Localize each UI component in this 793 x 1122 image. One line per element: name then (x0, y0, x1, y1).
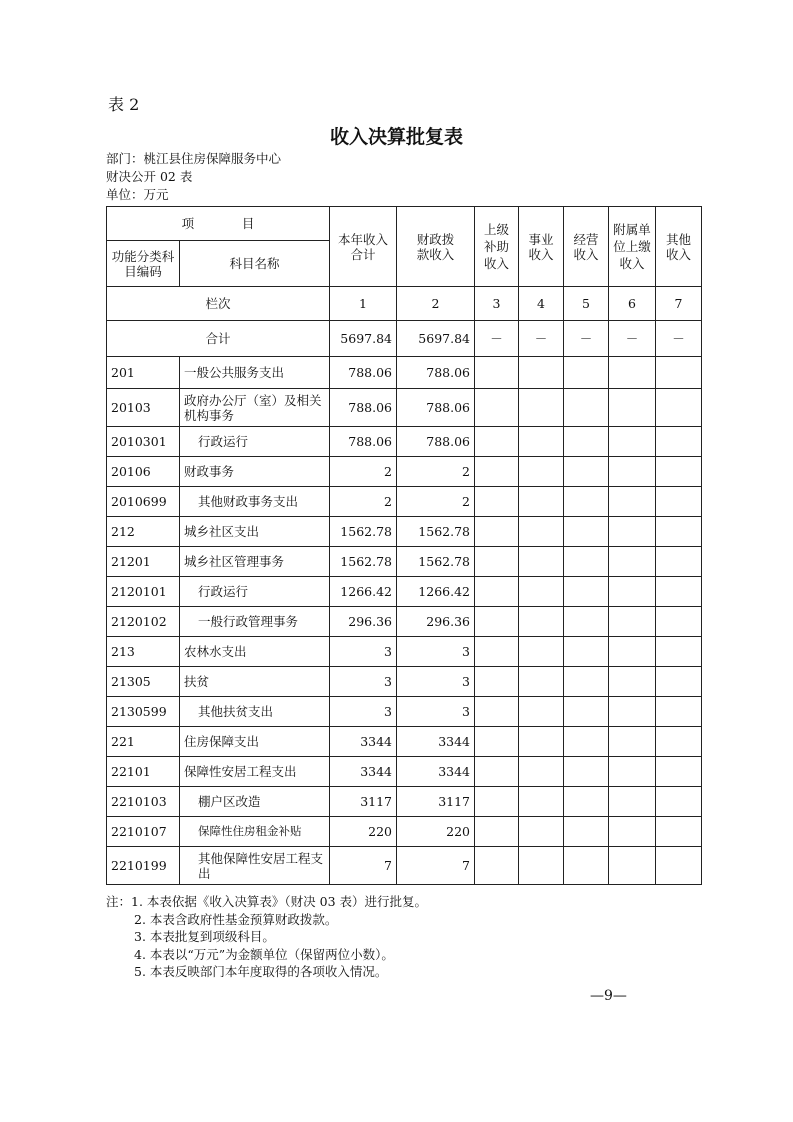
column-index-label: 栏次 (107, 287, 330, 321)
row-col2: 2 (397, 457, 475, 487)
row-col1: 2 (330, 457, 397, 487)
row-col2: 3 (397, 637, 475, 667)
total-col5: － (564, 321, 609, 357)
row-code: 2210107 (107, 817, 180, 847)
document-title: 收入决算批复表 (329, 126, 463, 148)
note-1: 注：1. 本表依据《收入决算表》（财决 03 表）进行批复。 (106, 894, 428, 909)
department-line: 部门：桃江县住房保障服务中心 (106, 151, 282, 166)
table-row (107, 697, 702, 727)
table-row (107, 577, 702, 607)
row-name: 扶贫 (180, 667, 330, 697)
row-col1: 220 (330, 817, 397, 847)
table-row (107, 357, 702, 389)
table-tag: 表 2 (108, 95, 140, 114)
header-code: 功能分类科目编码 (107, 241, 180, 287)
row-col2: 3 (397, 697, 475, 727)
table-row (107, 427, 702, 457)
row-col2: 788.06 (397, 427, 475, 457)
total-col3: － (475, 321, 519, 357)
column-index-1: 1 (330, 287, 397, 321)
row-name: 其他扶贫支出 (180, 697, 330, 727)
row-col1: 3 (330, 697, 397, 727)
table-row (107, 607, 702, 637)
note-5: 5. 本表反映部门本年度取得的各项收入情况。 (134, 964, 388, 979)
row-name: 行政运行 (180, 577, 330, 607)
row-col1: 3 (330, 667, 397, 697)
row-col1: 1562.78 (330, 547, 397, 577)
column-index-3: 3 (475, 287, 519, 321)
table-row (107, 727, 702, 757)
table-row (107, 787, 702, 817)
row-code: 2130599 (107, 697, 180, 727)
table-row (107, 637, 702, 667)
row-code: 2010699 (107, 487, 180, 517)
table-row (107, 457, 702, 487)
header-col5: 经营收入 (564, 207, 609, 287)
table-row (107, 487, 702, 517)
table-notes (106, 893, 427, 981)
row-name: 保障性安居工程支出 (180, 757, 330, 787)
table-row (107, 817, 702, 847)
row-code: 2210199 (107, 847, 180, 885)
row-code: 22101 (107, 757, 180, 787)
column-index-4: 4 (519, 287, 564, 321)
page-number: —9— (590, 988, 627, 1004)
row-col1: 788.06 (330, 357, 397, 389)
table-row (107, 517, 702, 547)
row-col1: 788.06 (330, 389, 397, 427)
row-code: 212 (107, 517, 180, 547)
row-col2: 3117 (397, 787, 475, 817)
header-name: 科目名称 (180, 241, 330, 287)
row-name: 城乡社区支出 (180, 517, 330, 547)
total-col6: － (609, 321, 656, 357)
row-code: 213 (107, 637, 180, 667)
row-col1: 296.36 (330, 607, 397, 637)
row-col2: 3344 (397, 727, 475, 757)
note-3: 3. 本表批复到项级科目。 (134, 929, 275, 944)
row-col1: 3344 (330, 727, 397, 757)
row-col1: 788.06 (330, 427, 397, 457)
row-code: 2120102 (107, 607, 180, 637)
row-code: 20106 (107, 457, 180, 487)
header-col4: 事业收入 (519, 207, 564, 287)
total-col1: 5697.84 (330, 321, 397, 357)
row-col2: 1266.42 (397, 577, 475, 607)
income-table (106, 206, 702, 885)
row-name: 其他保障性安居工程支出 (180, 847, 330, 885)
header-col3: 上级补助收入 (475, 207, 519, 287)
table-row (107, 389, 702, 427)
header-col7: 其他收入 (656, 207, 702, 287)
table-row (107, 547, 702, 577)
row-col1: 3 (330, 637, 397, 667)
row-code: 2010301 (107, 427, 180, 457)
row-col2: 2 (397, 487, 475, 517)
column-index-2: 2 (397, 287, 475, 321)
row-name: 城乡社区管理事务 (180, 547, 330, 577)
row-col2: 788.06 (397, 389, 475, 427)
row-name: 保障性住房租金补贴 (180, 817, 330, 847)
note-4: 4. 本表以“万元”为金额单位（保留两位小数）。 (134, 946, 394, 962)
row-name: 农林水支出 (180, 637, 330, 667)
row-col1: 1562.78 (330, 517, 397, 547)
row-col2: 1562.78 (397, 547, 475, 577)
row-name: 住房保障支出 (180, 727, 330, 757)
table-row (107, 667, 702, 697)
table-row (107, 847, 702, 885)
row-col1: 2 (330, 487, 397, 517)
row-name: 行政运行 (180, 427, 330, 457)
row-name: 政府办公厅（室）及相关机构事务 (180, 389, 330, 427)
header-project: 项 目 (107, 207, 330, 241)
form-code-line: 财决公开 02 表 (106, 169, 193, 184)
row-col2: 220 (397, 817, 475, 847)
row-name: 棚户区改造 (180, 787, 330, 817)
header-col6: 附属单位上缴收入 (609, 207, 656, 287)
note-2: 2. 本表含政府性基金预算财政拨款。 (134, 911, 338, 927)
row-code: 21201 (107, 547, 180, 577)
row-col2: 788.06 (397, 357, 475, 389)
row-name: 其他财政事务支出 (180, 487, 330, 517)
total-label: 合计 (107, 321, 330, 357)
column-index-7: 7 (656, 287, 702, 321)
row-col2: 3 (397, 667, 475, 697)
header-col1: 本年收入合计 (330, 207, 397, 287)
row-col1: 3117 (330, 787, 397, 817)
row-col2: 7 (397, 847, 475, 885)
row-col1: 7 (330, 847, 397, 885)
row-name: 一般公共服务支出 (180, 357, 330, 389)
row-col2: 3344 (397, 757, 475, 787)
row-code: 21305 (107, 667, 180, 697)
column-index-5: 5 (564, 287, 609, 321)
row-code: 221 (107, 727, 180, 757)
row-col1: 3344 (330, 757, 397, 787)
row-name: 一般行政管理事务 (180, 607, 330, 637)
row-code: 20103 (107, 389, 180, 427)
total-col2: 5697.84 (397, 321, 475, 357)
row-name: 财政事务 (180, 457, 330, 487)
header-col2: 财政拨款收入 (397, 207, 475, 287)
column-index-6: 6 (609, 287, 656, 321)
row-code: 201 (107, 357, 180, 389)
row-col1: 1266.42 (330, 577, 397, 607)
row-col2: 296.36 (397, 607, 475, 637)
row-col2: 1562.78 (397, 517, 475, 547)
total-col7: － (656, 321, 702, 357)
unit-line: 单位：万元 (106, 187, 169, 202)
total-col4: － (519, 321, 564, 357)
table-row (107, 757, 702, 787)
row-code: 2120101 (107, 577, 180, 607)
row-code: 2210103 (107, 787, 180, 817)
